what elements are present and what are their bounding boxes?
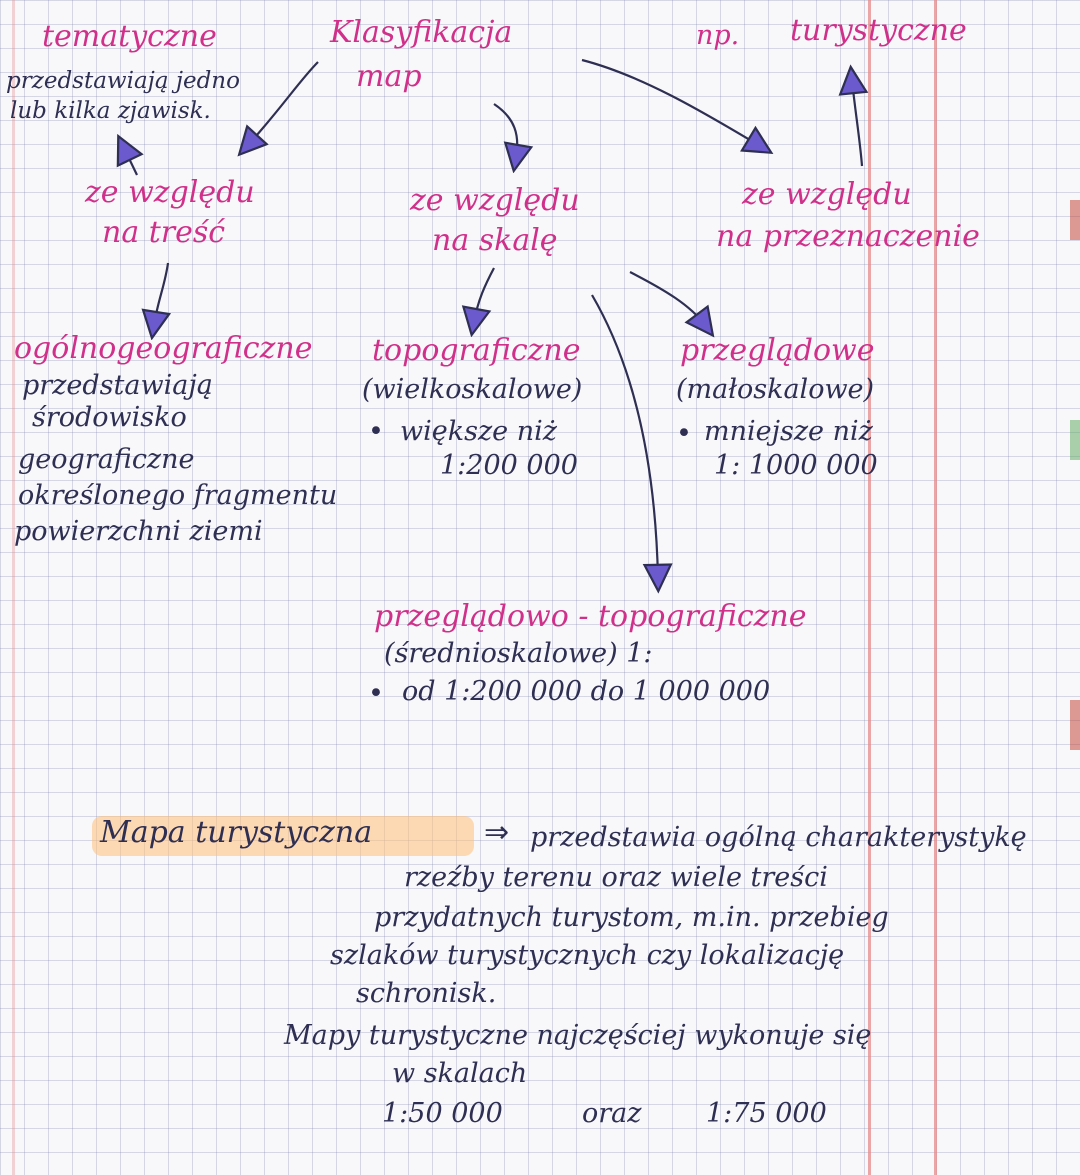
- arrow-to-ogolno: [154, 263, 168, 325]
- arrow-to-przegl: [630, 272, 705, 325]
- term-mapa-turystyczna: Mapa turystyczna: [100, 815, 373, 850]
- note-line: schronisk.: [356, 978, 497, 1009]
- criterion-content: na treść: [102, 215, 226, 250]
- arrow-up-from-content: [124, 148, 137, 175]
- tematyczne-description: lub kilka zjawisk.: [10, 98, 211, 124]
- diagram-title: Klasyfikacja: [330, 15, 513, 50]
- mixed-subtitle: (średnioskalowe) 1:: [384, 638, 653, 669]
- tematyczne-description: przedstawiają jedno: [6, 68, 240, 94]
- arrow-to-scale: [494, 104, 517, 158]
- category-przegladowe: przeglądowe: [680, 333, 875, 368]
- criterion-purpose: ze względu: [742, 177, 912, 212]
- arrow-to-purpose: [582, 60, 760, 146]
- criterion-purpose: na przeznaczenie: [716, 219, 980, 254]
- bullet-dot: •: [368, 416, 384, 447]
- arrow-up-to-turystyczne: [852, 80, 862, 166]
- category-ogolnogeograficzne: ogólnogeograficzne: [14, 331, 313, 366]
- note-line: szlaków turystycznych czy lokalizację: [330, 940, 845, 971]
- przegl-subtitle: (małoskalowe): [676, 374, 875, 405]
- mixed-range: od 1:200 000 do 1 000 000: [402, 676, 771, 707]
- topo-rule: większe niż: [400, 416, 557, 447]
- ogolno-line: powierzchni ziemi: [14, 516, 263, 547]
- category-turystyczne: turystyczne: [790, 13, 967, 48]
- category-topograficzne: topograficzne: [372, 333, 581, 368]
- criterion-content: ze względu: [85, 175, 255, 210]
- turystyczne-prefix: np.: [696, 20, 740, 51]
- category-tematyczne: tematyczne: [42, 19, 217, 54]
- ogolno-line: środowisko: [32, 402, 187, 433]
- criterion-scale: na skalę: [432, 223, 558, 258]
- ogolno-line: geograficzne: [18, 444, 195, 475]
- arrow-to-tematyczne: [248, 62, 318, 145]
- implies-arrow: ⇒: [484, 815, 510, 850]
- diagram-title: map: [356, 59, 422, 94]
- category-przegladowo-topograficzne: przeglądowo - topograficzne: [374, 599, 807, 634]
- note-conjunction: oraz: [582, 1098, 642, 1129]
- arrow-to-topo: [474, 268, 494, 322]
- bullet-dot: •: [676, 418, 692, 449]
- note-line: przedstawia ogólną charakterystykę: [530, 822, 1027, 853]
- przegl-rule: mniejsze niż: [704, 416, 873, 447]
- bullet-dot: •: [368, 678, 384, 709]
- scale-value: 1:50 000: [382, 1098, 503, 1129]
- scale-value: 1:75 000: [706, 1098, 827, 1129]
- topo-scale: 1:200 000: [440, 450, 578, 481]
- note-line: w skalach: [392, 1058, 528, 1089]
- ogolno-line: określonego fragmentu: [18, 480, 338, 511]
- note-line: Mapy turystyczne najczęściej wykonuje się: [284, 1020, 872, 1051]
- arrow-to-mixed: [592, 295, 658, 578]
- topo-subtitle: (wielkoskalowe): [362, 374, 583, 405]
- criterion-scale: ze względu: [410, 183, 580, 218]
- note-line: przydatnych turystom, m.in. przebieg: [374, 902, 889, 933]
- ogolno-line: przedstawiają: [22, 370, 213, 401]
- note-line: rzeźby terenu oraz wiele treści: [404, 862, 828, 893]
- przegl-scale: 1: 1000 000: [714, 450, 878, 481]
